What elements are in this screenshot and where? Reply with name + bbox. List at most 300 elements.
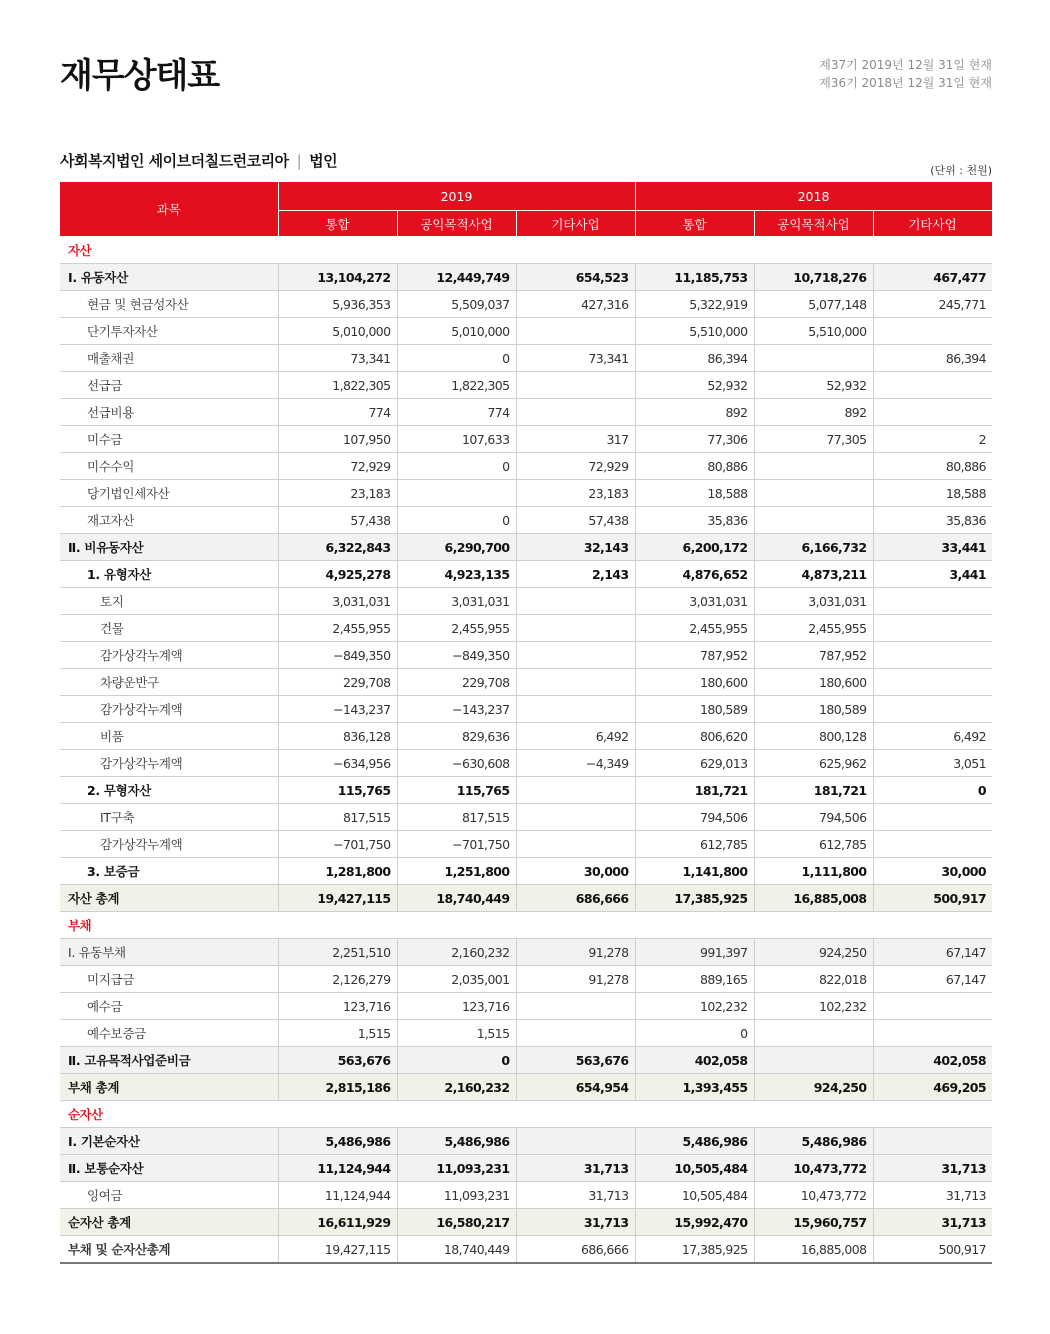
value-cell: 16,885,008 xyxy=(754,885,873,912)
period-current: 제37기 2019년 12월 31일 현재 xyxy=(819,58,992,72)
value-cell: 31,713 xyxy=(873,1209,992,1236)
table-row xyxy=(60,966,992,993)
value-cell xyxy=(516,318,635,345)
table-row xyxy=(60,939,992,966)
value-cell: 1,822,305 xyxy=(278,372,397,399)
value-cell: 77,306 xyxy=(635,426,754,453)
value-cell xyxy=(516,1128,635,1155)
section-row xyxy=(60,237,992,264)
value-cell xyxy=(873,804,992,831)
value-cell xyxy=(516,669,635,696)
value-cell: −143,237 xyxy=(397,696,516,723)
header-subject: 과목 xyxy=(60,182,278,237)
table-row xyxy=(60,345,992,372)
value-cell: 10,473,772 xyxy=(754,1155,873,1182)
value-cell xyxy=(754,453,873,480)
value-cell: 73,341 xyxy=(278,345,397,372)
value-cell xyxy=(516,993,635,1020)
value-cell: 3,051 xyxy=(873,750,992,777)
table-row xyxy=(60,588,992,615)
value-cell: 0 xyxy=(397,507,516,534)
table-row xyxy=(60,669,992,696)
value-cell: 31,713 xyxy=(516,1209,635,1236)
value-cell: 180,600 xyxy=(635,669,754,696)
value-cell xyxy=(754,480,873,507)
value-cell: 794,506 xyxy=(754,804,873,831)
value-cell: 1,251,800 xyxy=(397,858,516,885)
value-cell: 892 xyxy=(754,399,873,426)
fiscal-period xyxy=(819,56,992,92)
table-body xyxy=(60,237,992,1264)
header-col-public-purpose: 공익목적사업 xyxy=(397,211,516,237)
value-cell: 91,278 xyxy=(516,966,635,993)
value-cell: 4,923,135 xyxy=(397,561,516,588)
value-cell: 102,232 xyxy=(754,993,873,1020)
table-row xyxy=(60,291,992,318)
row-label: 예수금 xyxy=(60,993,278,1020)
value-cell: 57,438 xyxy=(278,507,397,534)
value-cell xyxy=(873,615,992,642)
value-cell: 0 xyxy=(397,345,516,372)
total-row xyxy=(60,1209,992,1236)
table-row xyxy=(60,264,992,291)
value-cell: 0 xyxy=(397,1047,516,1074)
value-cell: 5,510,000 xyxy=(754,318,873,345)
row-label: Ⅰ. 기본순자산 xyxy=(60,1128,278,1155)
value-cell xyxy=(873,588,992,615)
row-label: 건물 xyxy=(60,615,278,642)
row-label: 당기법인세자산 xyxy=(60,480,278,507)
table-row xyxy=(60,615,992,642)
value-cell: 80,886 xyxy=(873,453,992,480)
value-cell: 245,771 xyxy=(873,291,992,318)
value-cell: 1,281,800 xyxy=(278,858,397,885)
value-cell: 829,636 xyxy=(397,723,516,750)
value-cell: 5,510,000 xyxy=(635,318,754,345)
value-cell: 563,676 xyxy=(516,1047,635,1074)
row-label: 감가상각누계액 xyxy=(60,831,278,858)
value-cell: 2,143 xyxy=(516,561,635,588)
value-cell: 73,341 xyxy=(516,345,635,372)
value-cell: 107,633 xyxy=(397,426,516,453)
value-cell: 16,580,217 xyxy=(397,1209,516,1236)
organization-heading xyxy=(60,150,337,171)
organization-name: 사회복지법인 세이브더칠드런코리아 xyxy=(60,152,289,170)
value-cell: −4,349 xyxy=(516,750,635,777)
value-cell: 17,385,925 xyxy=(635,1236,754,1264)
row-label: Ⅰ. 유동부채 xyxy=(60,939,278,966)
value-cell: 1,141,800 xyxy=(635,858,754,885)
value-cell: 31,713 xyxy=(873,1155,992,1182)
organization-type: 법인 xyxy=(309,152,338,170)
value-cell: 892 xyxy=(635,399,754,426)
value-cell: 0 xyxy=(635,1020,754,1047)
value-cell: 629,013 xyxy=(635,750,754,777)
value-cell: 23,183 xyxy=(278,480,397,507)
header-col-other: 기타사업 xyxy=(516,211,635,237)
value-cell: 181,721 xyxy=(635,777,754,804)
value-cell: 107,950 xyxy=(278,426,397,453)
row-label: 2. 무형자산 xyxy=(60,777,278,804)
row-label: 선급금 xyxy=(60,372,278,399)
value-cell xyxy=(516,804,635,831)
value-cell: 86,394 xyxy=(635,345,754,372)
header-col-public-purpose: 공익목적사업 xyxy=(754,211,873,237)
section-label: 순자산 xyxy=(60,1101,992,1128)
value-cell: 2,126,279 xyxy=(278,966,397,993)
table-row xyxy=(60,831,992,858)
value-cell xyxy=(873,318,992,345)
value-cell: 787,952 xyxy=(754,642,873,669)
value-cell: 822,018 xyxy=(754,966,873,993)
table-row xyxy=(60,453,992,480)
value-cell: 817,515 xyxy=(278,804,397,831)
value-cell: −849,350 xyxy=(278,642,397,669)
header-year-2018: 2018 xyxy=(635,182,992,211)
value-cell: 2,815,186 xyxy=(278,1074,397,1101)
table-row xyxy=(60,858,992,885)
row-label: 순자산 총계 xyxy=(60,1209,278,1236)
value-cell: 6,166,732 xyxy=(754,534,873,561)
value-cell: 5,077,148 xyxy=(754,291,873,318)
value-cell xyxy=(754,1020,873,1047)
value-cell: 30,000 xyxy=(873,858,992,885)
value-cell: 115,765 xyxy=(278,777,397,804)
value-cell: 5,486,986 xyxy=(754,1128,873,1155)
table-row xyxy=(60,696,992,723)
value-cell: 2,160,232 xyxy=(397,1074,516,1101)
value-cell: 787,952 xyxy=(635,642,754,669)
row-label: Ⅱ. 비유동자산 xyxy=(60,534,278,561)
row-label: 감가상각누계액 xyxy=(60,642,278,669)
value-cell xyxy=(516,696,635,723)
value-cell: 612,785 xyxy=(754,831,873,858)
value-cell: 12,449,749 xyxy=(397,264,516,291)
value-cell: 10,505,484 xyxy=(635,1182,754,1209)
value-cell: 402,058 xyxy=(635,1047,754,1074)
row-label: 3. 보증금 xyxy=(60,858,278,885)
period-previous: 제36기 2018년 12월 31일 현재 xyxy=(819,76,992,90)
table-row xyxy=(60,507,992,534)
value-cell: 18,740,449 xyxy=(397,885,516,912)
value-cell xyxy=(516,831,635,858)
value-cell: −143,237 xyxy=(278,696,397,723)
value-cell: 5,322,919 xyxy=(635,291,754,318)
row-label: 미수수익 xyxy=(60,453,278,480)
value-cell: 10,505,484 xyxy=(635,1155,754,1182)
value-cell: 6,492 xyxy=(873,723,992,750)
value-cell: 6,492 xyxy=(516,723,635,750)
row-label: 1. 유형자산 xyxy=(60,561,278,588)
value-cell: 15,960,757 xyxy=(754,1209,873,1236)
row-label: 잉여금 xyxy=(60,1182,278,1209)
value-cell: 18,740,449 xyxy=(397,1236,516,1264)
value-cell: 774 xyxy=(397,399,516,426)
value-cell: 774 xyxy=(278,399,397,426)
value-cell: 18,588 xyxy=(873,480,992,507)
value-cell: 500,917 xyxy=(873,885,992,912)
balance-sheet-table xyxy=(60,181,993,1264)
value-cell: 102,232 xyxy=(635,993,754,1020)
row-label: 단기투자자산 xyxy=(60,318,278,345)
value-cell: 2,455,955 xyxy=(635,615,754,642)
value-cell xyxy=(516,588,635,615)
value-cell xyxy=(516,642,635,669)
value-cell: 3,031,031 xyxy=(754,588,873,615)
value-cell: 19,427,115 xyxy=(278,885,397,912)
value-cell: 5,509,037 xyxy=(397,291,516,318)
value-cell: 11,185,753 xyxy=(635,264,754,291)
value-cell: 4,873,211 xyxy=(754,561,873,588)
value-cell: 11,124,944 xyxy=(278,1155,397,1182)
table-row xyxy=(60,318,992,345)
value-cell xyxy=(516,399,635,426)
row-label: 차량운반구 xyxy=(60,669,278,696)
row-label: IT구축 xyxy=(60,804,278,831)
table-row xyxy=(60,1047,992,1074)
value-cell: 889,165 xyxy=(635,966,754,993)
value-cell: 31,713 xyxy=(516,1155,635,1182)
value-cell xyxy=(873,696,992,723)
value-cell xyxy=(754,345,873,372)
value-cell: 625,962 xyxy=(754,750,873,777)
value-cell: 31,713 xyxy=(516,1182,635,1209)
value-cell: 1,515 xyxy=(397,1020,516,1047)
row-label: 매출채권 xyxy=(60,345,278,372)
row-label: 감가상각누계액 xyxy=(60,696,278,723)
value-cell: 686,666 xyxy=(516,885,635,912)
value-cell: 836,128 xyxy=(278,723,397,750)
row-label: 미지급금 xyxy=(60,966,278,993)
value-cell: 11,093,231 xyxy=(397,1182,516,1209)
value-cell: 5,010,000 xyxy=(278,318,397,345)
value-cell: 180,600 xyxy=(754,669,873,696)
value-cell: 72,929 xyxy=(516,453,635,480)
header-year-2019: 2019 xyxy=(278,182,635,211)
row-label: 토지 xyxy=(60,588,278,615)
value-cell: 123,716 xyxy=(278,993,397,1020)
value-cell: 2 xyxy=(873,426,992,453)
value-cell: 467,477 xyxy=(873,264,992,291)
row-label: Ⅱ. 고유목적사업준비금 xyxy=(60,1047,278,1074)
value-cell xyxy=(873,372,992,399)
value-cell: 924,250 xyxy=(754,1074,873,1101)
value-cell: 15,992,470 xyxy=(635,1209,754,1236)
table-row xyxy=(60,642,992,669)
value-cell: −701,750 xyxy=(397,831,516,858)
table-row xyxy=(60,804,992,831)
value-cell: 686,666 xyxy=(516,1236,635,1264)
separator: | xyxy=(296,152,302,170)
value-cell: 67,147 xyxy=(873,939,992,966)
value-cell: −630,608 xyxy=(397,750,516,777)
value-cell: 5,010,000 xyxy=(397,318,516,345)
value-cell: 115,765 xyxy=(397,777,516,804)
value-cell xyxy=(873,642,992,669)
value-cell: 0 xyxy=(873,777,992,804)
total-row xyxy=(60,885,992,912)
value-cell: 2,035,001 xyxy=(397,966,516,993)
value-cell: 5,936,353 xyxy=(278,291,397,318)
row-label: 미수금 xyxy=(60,426,278,453)
value-cell xyxy=(754,507,873,534)
table-row xyxy=(60,534,992,561)
value-cell xyxy=(873,1128,992,1155)
row-label: Ⅱ. 보통순자산 xyxy=(60,1155,278,1182)
row-label: 현금 및 현금성자산 xyxy=(60,291,278,318)
value-cell: 806,620 xyxy=(635,723,754,750)
value-cell: −701,750 xyxy=(278,831,397,858)
value-cell: −634,956 xyxy=(278,750,397,777)
value-cell: 11,124,944 xyxy=(278,1182,397,1209)
value-cell: 317 xyxy=(516,426,635,453)
value-cell: 180,589 xyxy=(635,696,754,723)
value-cell xyxy=(516,1020,635,1047)
row-label: 예수보증금 xyxy=(60,1020,278,1047)
value-cell: 4,925,278 xyxy=(278,561,397,588)
value-cell: 19,427,115 xyxy=(278,1236,397,1264)
table-row xyxy=(60,1236,992,1264)
value-cell: 402,058 xyxy=(873,1047,992,1074)
table-row xyxy=(60,480,992,507)
section-row xyxy=(60,912,992,939)
value-cell: 654,954 xyxy=(516,1074,635,1101)
value-cell: 10,718,276 xyxy=(754,264,873,291)
value-cell xyxy=(516,615,635,642)
row-label: 재고자산 xyxy=(60,507,278,534)
row-label: 부채 및 순자산총계 xyxy=(60,1236,278,1264)
value-cell: 1,515 xyxy=(278,1020,397,1047)
value-cell xyxy=(873,399,992,426)
value-cell: 6,322,843 xyxy=(278,534,397,561)
header-col-total: 통합 xyxy=(278,211,397,237)
row-label: Ⅰ. 유동자산 xyxy=(60,264,278,291)
value-cell: 57,438 xyxy=(516,507,635,534)
value-cell: 5,486,986 xyxy=(397,1128,516,1155)
section-row xyxy=(60,1101,992,1128)
value-cell: 2,455,955 xyxy=(754,615,873,642)
value-cell: 3,031,031 xyxy=(278,588,397,615)
value-cell: 123,716 xyxy=(397,993,516,1020)
value-cell: 2,455,955 xyxy=(397,615,516,642)
table-row xyxy=(60,426,992,453)
header-col-other: 기타사업 xyxy=(873,211,992,237)
value-cell: 16,885,008 xyxy=(754,1236,873,1264)
value-cell: 612,785 xyxy=(635,831,754,858)
row-label: 자산 총계 xyxy=(60,885,278,912)
table-row xyxy=(60,1020,992,1047)
value-cell: 1,822,305 xyxy=(397,372,516,399)
value-cell: 16,611,929 xyxy=(278,1209,397,1236)
value-cell: −849,350 xyxy=(397,642,516,669)
table-row xyxy=(60,399,992,426)
value-cell xyxy=(516,372,635,399)
value-cell: 3,031,031 xyxy=(397,588,516,615)
value-cell: 30,000 xyxy=(516,858,635,885)
value-cell: 77,305 xyxy=(754,426,873,453)
value-cell: 229,708 xyxy=(397,669,516,696)
table-row xyxy=(60,561,992,588)
value-cell: 3,031,031 xyxy=(635,588,754,615)
section-label: 자산 xyxy=(60,237,992,264)
value-cell: 0 xyxy=(397,453,516,480)
value-cell: 3,441 xyxy=(873,561,992,588)
row-label: 비품 xyxy=(60,723,278,750)
value-cell: 32,143 xyxy=(516,534,635,561)
value-cell: 35,836 xyxy=(873,507,992,534)
value-cell: 10,473,772 xyxy=(754,1182,873,1209)
unit-label: (단위 : 천원) xyxy=(930,164,992,177)
value-cell: 35,836 xyxy=(635,507,754,534)
value-cell: 6,290,700 xyxy=(397,534,516,561)
value-cell xyxy=(873,993,992,1020)
value-cell: 18,588 xyxy=(635,480,754,507)
value-cell: 31,713 xyxy=(873,1182,992,1209)
value-cell: 2,455,955 xyxy=(278,615,397,642)
header-col-total: 통합 xyxy=(635,211,754,237)
row-label: 선급비용 xyxy=(60,399,278,426)
table-row xyxy=(60,1155,992,1182)
value-cell: 817,515 xyxy=(397,804,516,831)
value-cell: 1,393,455 xyxy=(635,1074,754,1101)
value-cell xyxy=(754,1047,873,1074)
value-cell: 500,917 xyxy=(873,1236,992,1264)
value-cell: 180,589 xyxy=(754,696,873,723)
value-cell: 2,160,232 xyxy=(397,939,516,966)
table-row xyxy=(60,372,992,399)
value-cell: 654,523 xyxy=(516,264,635,291)
value-cell: 563,676 xyxy=(278,1047,397,1074)
total-row xyxy=(60,1074,992,1101)
value-cell: 5,486,986 xyxy=(635,1128,754,1155)
value-cell: 86,394 xyxy=(873,345,992,372)
page-title: 재무상태표 xyxy=(60,56,220,96)
value-cell: 1,111,800 xyxy=(754,858,873,885)
value-cell: 5,486,986 xyxy=(278,1128,397,1155)
value-cell xyxy=(873,1020,992,1047)
value-cell: 4,876,652 xyxy=(635,561,754,588)
table-row xyxy=(60,723,992,750)
row-label: 부채 총계 xyxy=(60,1074,278,1101)
value-cell: 229,708 xyxy=(278,669,397,696)
value-cell: 72,929 xyxy=(278,453,397,480)
section-label: 부채 xyxy=(60,912,992,939)
value-cell: 924,250 xyxy=(754,939,873,966)
value-cell: 2,251,510 xyxy=(278,939,397,966)
value-cell: 52,932 xyxy=(635,372,754,399)
value-cell: 67,147 xyxy=(873,966,992,993)
value-cell: 80,886 xyxy=(635,453,754,480)
value-cell xyxy=(873,669,992,696)
value-cell: 6,200,172 xyxy=(635,534,754,561)
value-cell xyxy=(873,831,992,858)
value-cell: 469,205 xyxy=(873,1074,992,1101)
value-cell: 23,183 xyxy=(516,480,635,507)
value-cell: 17,385,925 xyxy=(635,885,754,912)
value-cell: 13,104,272 xyxy=(278,264,397,291)
value-cell: 181,721 xyxy=(754,777,873,804)
table-row xyxy=(60,993,992,1020)
table-row xyxy=(60,750,992,777)
value-cell: 794,506 xyxy=(635,804,754,831)
value-cell: 11,093,231 xyxy=(397,1155,516,1182)
value-cell: 991,397 xyxy=(635,939,754,966)
table-header xyxy=(60,182,992,237)
value-cell: 427,316 xyxy=(516,291,635,318)
value-cell xyxy=(516,777,635,804)
value-cell: 52,932 xyxy=(754,372,873,399)
value-cell: 91,278 xyxy=(516,939,635,966)
